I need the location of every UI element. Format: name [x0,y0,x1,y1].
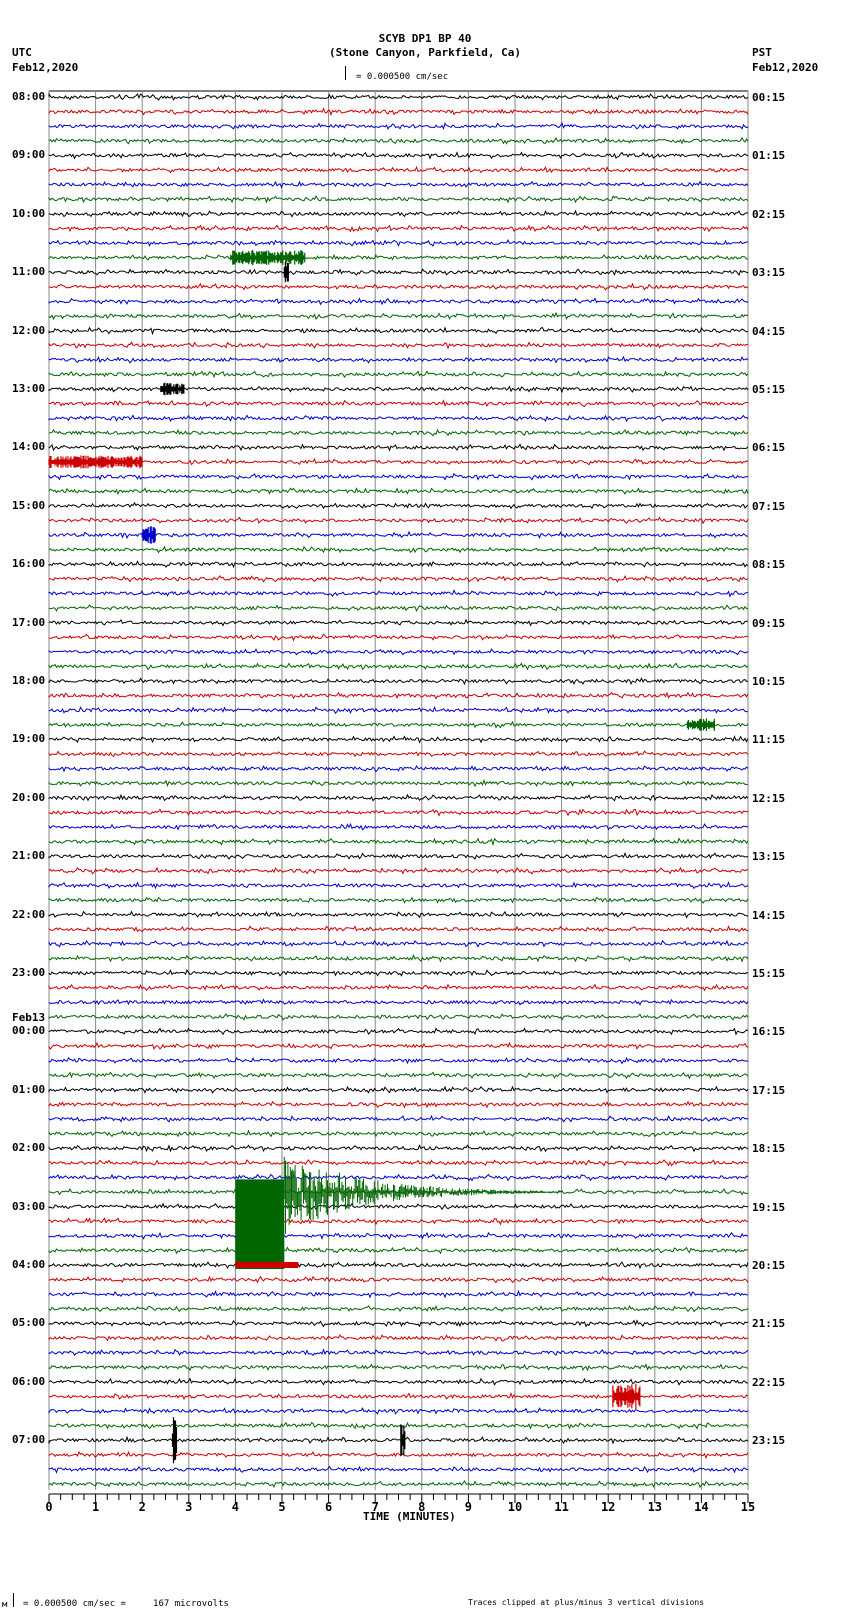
x-tick-label: 12 [600,1500,616,1514]
utc-hour-label: 11:00 [12,265,46,279]
pst-hour-label: 17:15 [752,1083,786,1097]
utc-hour-label: 15:00 [12,498,46,512]
x-tick-label: 7 [371,1500,379,1514]
pst-hour-label: 09:15 [752,616,786,630]
footer-prefix: м [2,1600,8,1610]
utc-hour-label: 00:00 [12,1024,46,1038]
pst-hour-label: 18:15 [752,1142,786,1156]
pst-hour-label: 21:15 [752,1317,786,1331]
pst-hour-label: 00:15 [752,91,786,104]
utc-hour-label: 06:00 [12,1374,46,1388]
date-change-label: Feb13 [12,1011,46,1025]
scale-label: = 0.000500 cm/sec [356,72,449,82]
utc-hour-label: 04:00 [12,1258,46,1271]
utc-date: Feb12,2020 [12,61,79,74]
utc-label: UTC [12,46,32,59]
title-line-2: (Stone Canyon, Parkfield, Ca) [328,46,522,59]
pst-hour-label: 20:15 [752,1259,786,1272]
x-tick-label: 3 [185,1500,193,1514]
x-tick-label: 8 [418,1500,426,1514]
x-tick-label: 4 [231,1500,240,1514]
pst-hour-label: 06:15 [752,441,786,455]
pst-hour-label: 07:15 [752,499,786,513]
x-axis-label: TIME (MINUTES) [363,1510,456,1523]
utc-hour-label: 03:00 [12,1199,46,1213]
x-tick-label: 2 [138,1500,146,1514]
pst-hour-label: 11:15 [752,733,786,747]
pst-hour-label: 19:15 [752,1200,786,1214]
utc-hour-label: 19:00 [12,732,46,746]
pst-hour-label: 22:15 [752,1375,786,1389]
pst-hour-label: 01:15 [752,149,786,163]
utc-hour-label: 17:00 [12,615,46,629]
pst-hour-label: 04:15 [752,324,786,338]
pst-hour-label: 03:15 [752,266,786,280]
utc-hour-label: 23:00 [12,966,46,979]
pst-hour-label: 08:15 [752,558,786,572]
x-tick-label: 15 [740,1500,756,1514]
pst-hour-label: 14:15 [752,908,786,922]
utc-hour-label: 21:00 [12,849,46,863]
x-tick-label: 5 [278,1500,286,1514]
footer-scale-bar-icon [13,1593,19,1607]
footer-scale-note: = 0.000500 cm/sec = 167 microvolts [23,1599,229,1609]
x-tick-label: 10 [507,1500,523,1514]
x-tick-label: 9 [464,1500,473,1514]
utc-hour-label: 12:00 [12,323,46,337]
utc-hour-label: 07:00 [12,1433,46,1447]
x-tick-label: 13 [647,1500,663,1514]
pst-hour-label: 16:15 [752,1025,786,1039]
pst-hour-label: 23:15 [752,1434,786,1448]
utc-hour-label: 22:00 [12,907,46,921]
x-tick-label: 14 [694,1500,709,1514]
title-line-1: SCYB DP1 BP 40 [378,32,472,45]
x-tick-label: 6 [324,1500,333,1514]
utc-hour-label: 14:00 [12,440,46,454]
pst-hour-label: 02:15 [752,207,786,221]
utc-hour-label: 16:00 [12,557,46,571]
pst-hour-label: 05:15 [752,383,786,396]
utc-hour-label: 01:00 [12,1082,46,1096]
x-tick-label: 0 [45,1500,53,1514]
utc-hour-label: 05:00 [12,1316,46,1330]
utc-hour-label: 18:00 [12,674,46,687]
utc-hour-label: 20:00 [12,790,46,804]
x-tick-label: 11 [554,1500,569,1514]
pst-hour-label: 15:15 [752,967,786,980]
pst-date: Feb12,2020 [752,61,819,74]
pst-hour-label: 12:15 [752,791,786,805]
utc-hour-label: 10:00 [12,206,46,220]
utc-hour-label: 09:00 [12,148,46,162]
clip-note: Traces clipped at plus/minus 3 vertical divisions [468,1598,705,1607]
pst-label: PST [752,46,772,59]
utc-hour-label: 02:00 [12,1141,46,1155]
pst-hour-label: 10:15 [752,675,786,688]
utc-hour-label: 13:00 [12,382,46,395]
x-tick-label: 1 [91,1500,100,1514]
pst-hour-label: 13:15 [752,850,786,864]
utc-hour-label: 08:00 [12,90,46,103]
